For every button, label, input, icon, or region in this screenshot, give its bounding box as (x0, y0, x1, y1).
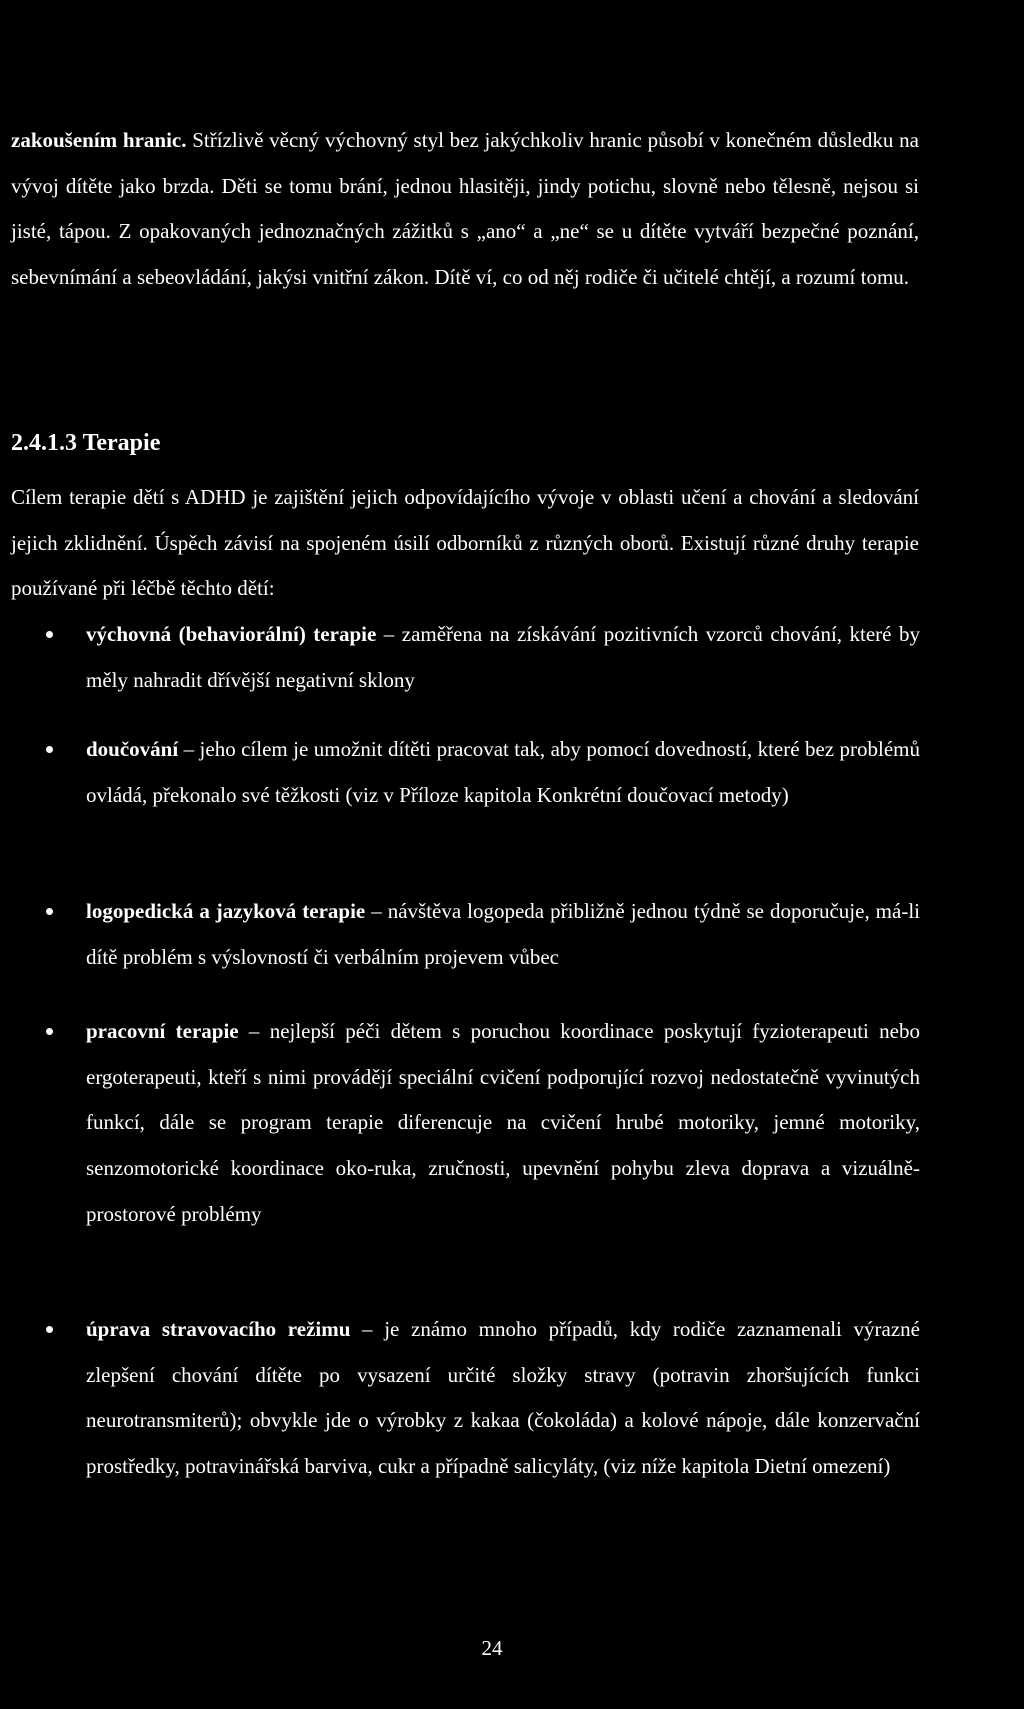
list-item-text (86, 1307, 920, 1490)
list-item-text (86, 727, 920, 818)
bullet-icon (46, 746, 53, 753)
list-item-term: pracovní terapie (86, 1019, 239, 1043)
bullet-icon (46, 631, 53, 638)
bullet-icon (46, 1326, 53, 1333)
list-item-description: – zaměřena na získávání pozitivních vzorců chování, které by měly nahradit dřívější negativní sklony (86, 622, 920, 692)
intro-paragraph (11, 118, 919, 301)
bullet-icon (46, 1028, 53, 1035)
list-item-term: logopedická a jazyková terapie (86, 899, 366, 923)
list-item-description: – jeho cílem je umožnit dítěti pracovat tak, aby pomocí dovedností, které bez problémů ovládá, překonalo své těžkosti (viz v Příloze kapitola Konkrétní doučovací metody) (86, 737, 920, 807)
page-number: 24 (481, 1636, 503, 1660)
list-item-description: – nejlepší péči dětem s poruchou koordinace poskytují fyzioterapeuti nebo ergoterapeuti, kteří s nimi provádějí speciální cvičení podporující rozvoj nedostatečně vyvinutých funkcí, dále se program terapie diferencuje na cvičení hrubé motoriky, jemné motoriky, senzomotorické koordinace oko-ruka, zručnosti, upevnění pohybu zleva doprava a vizuálně-prostorové problémy (86, 1019, 921, 1226)
list-item-term: úprava stravovacího režimu (86, 1317, 351, 1341)
section-heading: 2.4.1.3 Terapie (11, 430, 161, 456)
bullet-icon (46, 908, 53, 915)
list-item-text (86, 612, 920, 703)
list-item-term: doučování (86, 737, 179, 761)
list-item-description: – návštěva logopeda přibližně jednou týdně se doporučuje, má-li dítě problém s výslovností či verbálním projevem vůbec (86, 899, 920, 969)
intro-lead-bold: zakoušením hranic. (11, 128, 187, 152)
list-item-description: – je známo mnoho případů, kdy rodiče zaznamenali výrazné zlepšení chování dítěte po vysazení určité složky stravy (potravin zhoršujících funkci neurotransmiterů); obvykle jde o výrobky z kakaa (čokoláda) a kolové nápoje, dále konzervační prostředky, potravinářská barviva, cukr a případně salicyláty, (viz níže kapitola Dietní omezení) (86, 1317, 921, 1479)
list-item-term: výchovná (behaviorální) terapie (86, 622, 377, 646)
section-intro-paragraph: Cílem terapie dětí s ADHD je zajištění jejich odpovídajícího vývoje v oblasti učení a chování a sledování jejich zklidnění. Úspěch závisí na spojeném úsilí odborníků z různých oborů. Existují různé druhy terapie používané při léčbě těchto dětí: (11, 485, 919, 601)
intro-text: Střízlivě věcný výchovný styl bez jakýchkoliv hranic působí v konečném důsledku na vývoj dítěte jako brzda. Děti se tomu brání, jednou hlasitěji, jindy potichu, slovně nebo tělesně, nejsou si jisté, tápou. Z opakovaných jednoznačných zážitků s „ano“ a „ne“ se u dítěte vytváří bezpečné poznání, sebevnímání a sebeovládání, jakýsi vnitřní zákon. Dítě ví, co od něj rodiče či učitelé chtějí, a rozumí tomu. (11, 128, 919, 290)
list-item-text (86, 1009, 920, 1238)
list-item-text (86, 889, 920, 980)
